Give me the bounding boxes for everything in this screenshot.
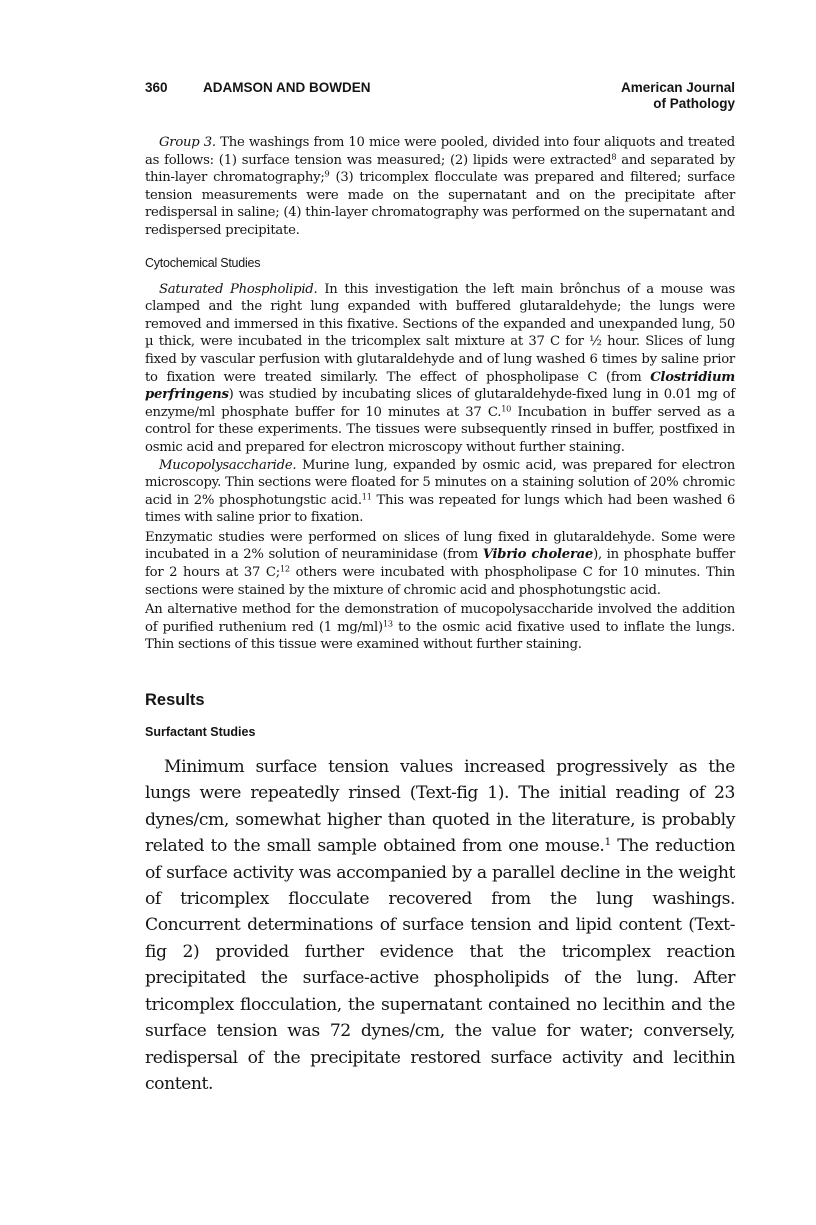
running-head-left [145, 80, 371, 96]
results-heading: Results [145, 691, 205, 710]
running-head-journal [621, 80, 735, 112]
page-number: 360 [145, 80, 168, 95]
ruthenium-red-paragraph: An alternative method for the demonstration of mucopolysaccharide involved the addition of purified ruthenium red (1 mg/ml)$^{13}$ to the osmic acid fixative used to inflate the lungs. Thin sections of this tissue were examined without further staining. [145, 602, 736, 653]
results-paragraph: Minimum surface tension values increased progressively as the lungs were repeatedly rinsed (Text-fig 1). The initial reading of 23 dynes/cm, somewhat higher than quoted in the literature, is probably related to the small sample obtained from one mouse.$^1$ The reduction of surface activity was accompanied by a parallel decline in the weight of tricomplex flocculate recovered from the lung washings. Concurrent determinations of surface tension and lipid content (Text-fig 2) provided further evidence that the tricomplex reaction precipitated the surface-active phospholipids of the lung. After tricomplex flocculation, the supernatant contained no lecithin and the surface tension was 72 dynes/cm, the value for water; conversely, redispersal of the precipitate restored surface activity and lecithin content. [145, 757, 735, 1094]
enzymatic-studies-paragraph: Enzymatic studies were performed on slices of lung fixed in glutaraldehyde. Some were incubated in a 2% solution of neuraminidase (from Vibrio cholerae), in phosphate buffer for 2 hours at 37 C;$^{12}$ others were incubated with phospholipase C for 10 minutes. Thin sections were stained by the mixture of chromic acid and phosphotungstic acid. [145, 529, 735, 598]
saturated-phospholipid-paragraph: Saturated Phospholipid. In this investigation the left main brônchus of a mouse was clamped and the right lung expanded with buffered glutaraldehyde; the lungs were removed and immersed in this fixative. Sections of the expanded and unexpanded lung, 50 µ thick, were incubated in the tricomplex salt mixture at 37 C for ½ hour. Slices of lung fixed by vascular perfusion with glutaraldehyde and of lung washed 6 times by saline prior to fixation were treated similarly. The effect of phospholipase C (from Clostridium perfringens) was studied by incubating slices of glutaraldehyde-fixed lung in 0.01 mg of enzyme/ml phosphate buffer for 10 minutes at 37 C.$^{10}$ Incubation in buffer served as a control for these experiments. The tissues were subsequently rinsed in buffer, postfixed in osmic acid and prepared for electron microscopy without further staining. [145, 281, 736, 455]
citation-8: 8 [611, 151, 617, 162]
journal-name-line-2: of Pathology [653, 96, 735, 111]
group-3-paragraph: Group 3. The washings from 10 mice were pooled, divided into four aliquots and treated as follows: (1) surface tension was measured; (2) lipids were extracted$^8$ and separated by thin-layer chromatography;$^9$ (3) tricomplex flocculate was prepared and filtered; surface tension measurements were made on the supernatant and on the precipitate after redispersal in saline; (4) thin-layer chromatography was performed on the supernatant and redispersed precipitate. [145, 135, 736, 238]
journal-name-line-1: American Journal [620, 80, 735, 95]
citation-13: 13 [382, 618, 393, 629]
surfactant-studies-heading: Surfactant Studies [145, 725, 256, 740]
article-body [145, 134, 735, 1097]
citation-9: 9 [324, 168, 330, 179]
running-head-authors: ADAMSON AND BOWDEN [203, 80, 371, 95]
citation-11: 11 [361, 491, 372, 502]
group-3-label: Group 3. [159, 135, 216, 150]
saturated-phospholipid-label: Saturated Phospholipid. [159, 281, 318, 297]
citation-10: 10 [501, 403, 512, 414]
mucopolysaccharide-label: Mucopolysaccharide. [159, 457, 297, 473]
methods-text [145, 134, 735, 654]
citation-12: 12 [279, 563, 290, 574]
mucopolysaccharide-paragraph: Mucopolysaccharide. Murine lung, expanded by osmic acid, was prepared for electron microscopy. Thin sections were floated for 5 minutes on a staining solution of 20% chromic acid in 2% phosphotungstic acid.$^{11}$ This was repeated for lungs which had been washed 6 times with saline prior to fixation. [145, 457, 735, 526]
species-clostridium: Clostridium perfringens [145, 369, 735, 403]
citation-1: 1 [604, 835, 611, 849]
cytochemical-studies-heading: Cytochemical Studies [145, 255, 261, 270]
species-vibrio: Vibrio cholerae [482, 547, 594, 563]
